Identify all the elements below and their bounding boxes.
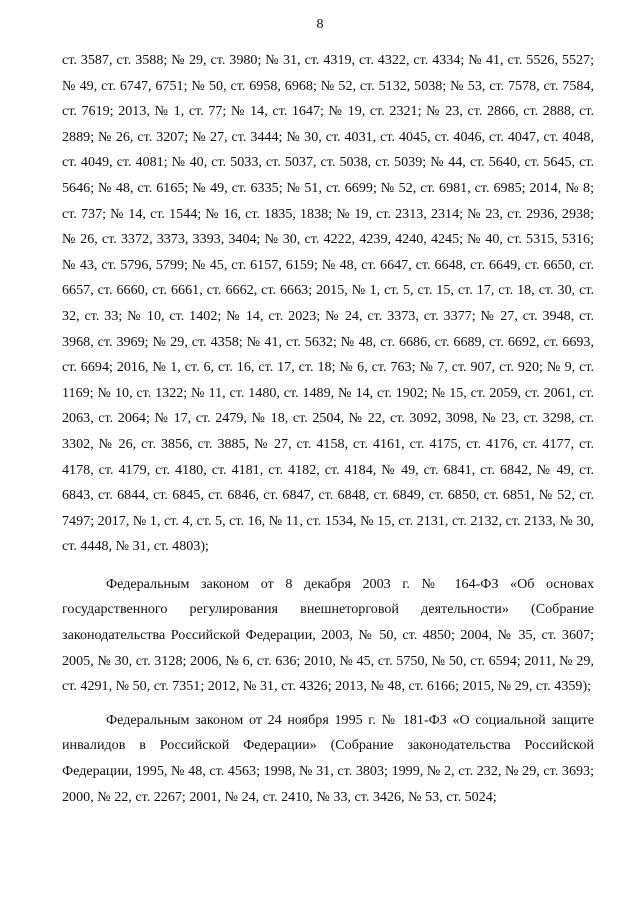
document-body [62,48,594,810]
paragraph-law-181-fz: Федеральным законом от 24 ноября 1995 г. № 181-ФЗ «О социальной защите инвалидов в Российской Федерации» (Собрание законодательства Российской Федерации, 1995, № 48, ст. 4563; 1998, № 31, ст. 3803; 1999, № 2, ст. 232, № 29, ст. 3693; 2000, № 22, ст. 2267; 2001, № 24, ст. 2410, № 33, ст. 3426, № 53, ст. 5024; [62,711,594,805]
paragraph-gap [62,560,594,572]
page-number: 8 [316,17,324,32]
paragraph-law-164-fz: Федеральным законом от 8 декабря 2003 г. № 164-ФЗ «Об основах государственного регулирования внешнеторговой деятельности» (Собрание законодательства Российской Федерации, 2003, № 50, ст. 4850; 2004, № 35, ст. 3607; 2005, № 30, ст. 3128; 2006, № 6, ст. 636; 2010, № 45, ст. 5750, № 50, ст. 6594; 2011, № 29, ст. 4291, № 50, ст. 7351; 2012, № 31, ст. 4326; 2013, № 48, ст. 6166; 2015, № 29, ст. 4359); [62,575,594,695]
paragraph-gap [62,700,594,708]
paragraph-citations-continued: ст. 3587, ст. 3588; № 29, ст. 3980; № 31, ст. 4319, ст. 4322, ст. 4334; № 41, ст. 5526, 5527; № 49, ст. 6747, 6751; № 50, ст. 6958, 6968; № 52, ст. 5132, 5038; № 53, ст. 7578, ст. 7584, ст. 7619; 2013, № 1, ст. 77; № 14, ст. 1647; № 19, ст. 2321; № 23, ст. 2866, ст. 2888, ст. 2889; № 26, ст. 3207; № 27, ст. 3444; № 30, ст. 4031, ст. 4045, ст. 4046, ст. 4047, ст. 4048, ст. 4049, ст. 4081; № 40, ст. 5033, ст. 5037, ст. 5038, ст. 5039; № 44, ст. 5640, ст. 5645, ст. 5646; № 48, ст. 6165; № 49, ст. 6335; № 51, ст. 6699; № 52, ст. 6981, ст. 6985; 2014, № 8; ст. 737; № 14, ст. 1544; № 16, ст. 1835, 1838; № 19, ст. 2313, 2314; № 23, ст. 2936, 2938; № 26, ст. 3372, 3373, 3393, 3404; № 30, ст. 4222, 4239, 4240, 4245; № 40, ст. 5315, 5316; № 43, ст. 5796, 5799; № 45, ст. 6157, 6159; № 48, ст. 6647, ст. 6648, ст. 6649, ст. 6650, ст. 6657, ст. 6660, ст. 6661, ст. 6662, ст. 6663; 2015, № 1, ст. 5, ст. 15, ст. 17, ст. 18, ст. 30, ст. 32, ст. 33; № 10, ст. 1402; № 14, ст. 2023; № 24, ст. 3373, ст. 3377; № 27, ст. 3948, ст. 3968, ст. 3969; № 29, ст. 4358; № 41, ст. 5632; № 48, ст. 6686, ст. 6689, ст. 6692, ст. 6693, ст. 6694; 2016, № 1, ст. 6, ст. 16, ст. 17, ст. 18; № 6, ст. 763; № 7, ст. 907, ст. 920; № 9, ст. 1169; № 10, ст. 1322; № 11, ст. 1480, ст. 1489, № 14, ст. 1902; № 15, ст. 2059, ст. 2061, ст. 2063, ст. 2064; № 17, ст. 2479, № 18, ст. 2504, № 22, ст. 3092, 3098, № 23, ст. 3298, ст. 3302, № 26, ст. 3856, ст. 3885, № 27, ст. 4158, ст. 4161, ст. 4175, ст. 4176, ст. 4177, ст. 4178, ст. 4179, ст. 4180, ст. 4181, ст. 4182, ст. 4184, № 49, ст. 6841, ст. 6842, № 49, ст. 6843, ст. 6844, ст. 6845, ст. 6846, ст. 6847, ст. 6848, ст. 6849, ст. 6850, ст. 6851, № 52, ст. 7497; 2017, № 1, ст. 4, ст. 5, ст. 16, № 11, ст. 1534, № 15, ст. 2131, ст. 2132, ст. 2133, № 30, ст. 4448, № 31, ст. 4803); [62,52,594,555]
